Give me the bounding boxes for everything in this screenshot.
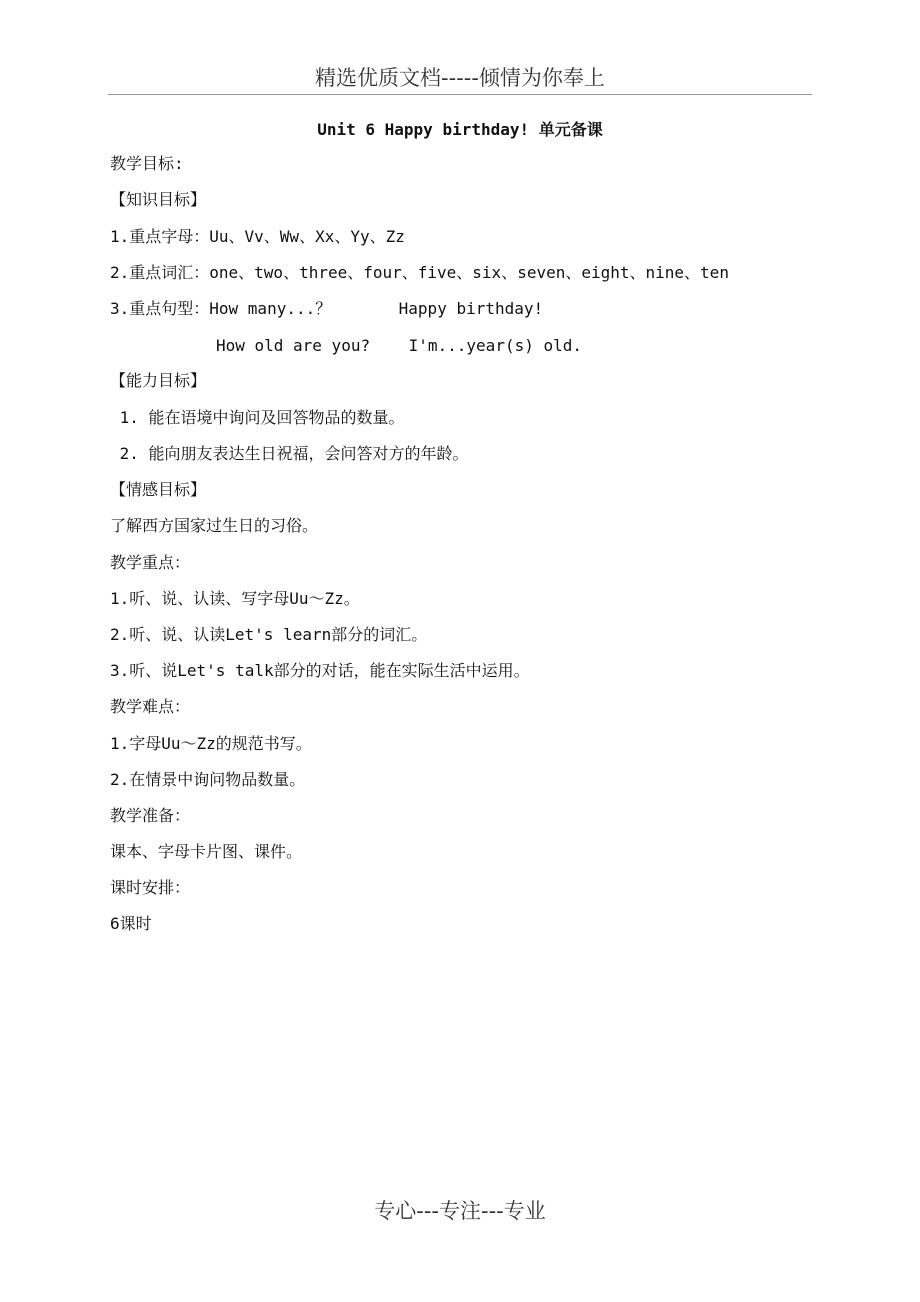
focus-item-2: 2.听、说、认读Let's learn部分的词汇。 <box>110 625 428 644</box>
section-heading-objectives: 教学目标: <box>110 154 184 173</box>
difficulty-item-1: 1.字母Uu～Zz的规范书写。 <box>110 734 312 753</box>
focus-item-1: 1.听、说、认读、写字母Uu～Zz。 <box>110 589 360 608</box>
ability-item-2: 2. 能向朋友表达生日祝福，会问答对方的年龄。 <box>110 444 469 463</box>
page-footer: 专心---专注---专业 <box>374 1199 546 1223</box>
focus-item-3: 3.听、说Let's talk部分的对话，能在实际生活中运用。 <box>110 661 530 680</box>
key-letters: 1.重点字母：Uu、Vv、Ww、Xx、Yy、Zz <box>110 227 405 246</box>
section-heading-preparation: 教学准备： <box>110 806 191 825</box>
section-heading-focus: 教学重点： <box>110 553 191 572</box>
document-title: Unit 6 Happy birthday! 单元备课 <box>317 120 603 139</box>
preparation-item: 课本、字母卡片图、课件。 <box>110 842 303 861</box>
ability-item-1: 1. 能在语境中询问及回答物品的数量。 <box>110 408 405 427</box>
key-sentences: 3.重点句型：How many...？ Happy birthday! <box>110 299 544 318</box>
subheading-knowledge: 【知识目标】 <box>110 190 207 209</box>
key-sentences-continued: How old are you? I'm...year(s) old. <box>110 336 583 355</box>
header-divider <box>108 94 812 95</box>
section-heading-schedule: 课时安排： <box>110 878 191 897</box>
schedule-item: 6课时 <box>110 914 152 933</box>
subheading-emotion: 【情感目标】 <box>110 480 207 499</box>
section-heading-difficulties: 教学难点： <box>110 697 191 716</box>
subheading-ability: 【能力目标】 <box>110 371 207 390</box>
key-vocabulary: 2.重点词汇：one、two、three、four、five、six、seven、eight、nine、ten <box>110 263 729 282</box>
page-header: 精选优质文档-----倾情为你奉上 <box>315 66 605 90</box>
emotion-item: 了解西方国家过生日的习俗。 <box>110 516 319 535</box>
difficulty-item-2: 2.在情景中询问物品数量。 <box>110 770 306 789</box>
